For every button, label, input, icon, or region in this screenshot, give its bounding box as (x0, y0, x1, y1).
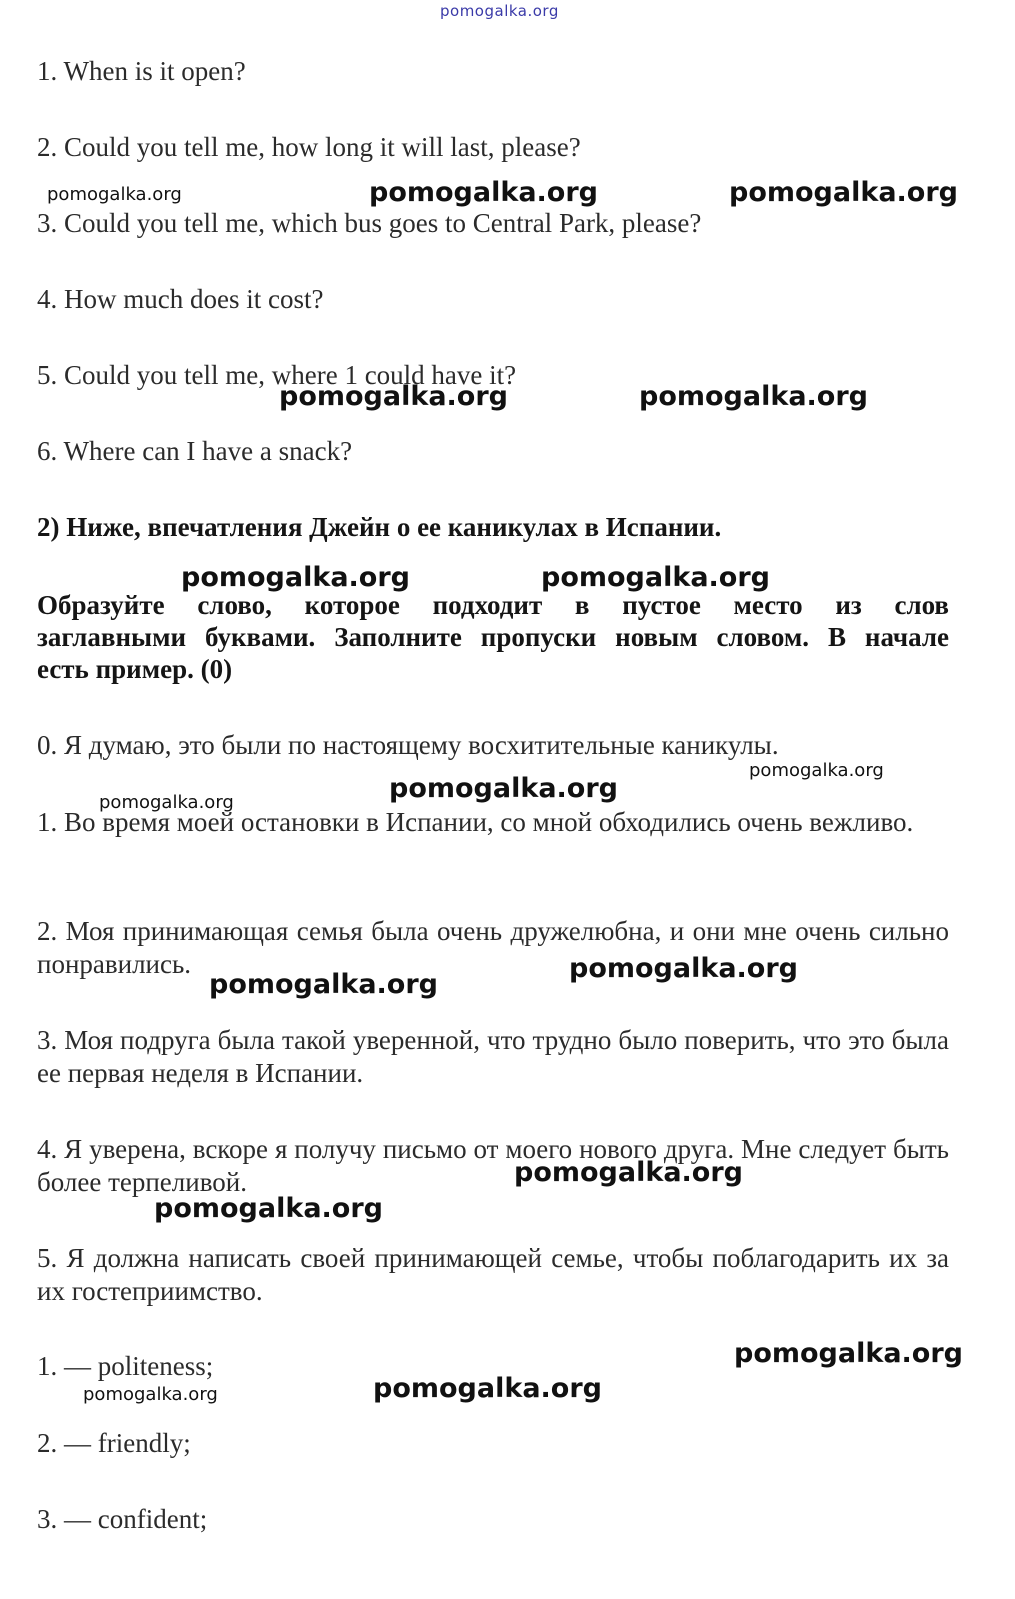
watermark: pomogalka.org (639, 381, 868, 412)
watermark: pomogalka.org (514, 1157, 743, 1188)
watermark: pomogalka.org (279, 381, 508, 412)
watermark: pomogalka.org (209, 969, 438, 1000)
sentence-4: 4. Я уверена, вскоре я получу письмо от моего нового друга. Мне следует быть более терпеливой. (37, 1134, 949, 1197)
watermark: pomogalka.org (99, 792, 234, 813)
watermark: pomogalka.org (729, 177, 958, 208)
question-2: 2. Could you tell me, how long it will last, please? (37, 132, 581, 162)
answer-3: 3. — confident; (37, 1504, 208, 1534)
task2-instruction-line-3: есть пример. (0) (37, 654, 233, 684)
header-watermark: pomogalka.org (440, 2, 559, 20)
task2-instruction-line-1: Образуйте слово, которое подходит в пустое место из слов (37, 590, 949, 620)
watermark: pomogalka.org (569, 953, 798, 984)
sentence-3: 3. Моя подруга была такой уверенной, что трудно было поверить, что это была ее первая неделя в Испании. (37, 1025, 949, 1088)
watermark: pomogalka.org (369, 177, 598, 208)
question-6: 6. Where can I have a snack? (37, 436, 353, 466)
watermark: pomogalka.org (389, 773, 618, 804)
watermark: pomogalka.org (749, 760, 884, 781)
question-4: 4. How much does it cost? (37, 284, 324, 314)
watermark: pomogalka.org (541, 562, 770, 593)
question-5: 5. Could you tell me, where 1 could have it? (37, 360, 517, 390)
answer-1: 1. — politeness; (37, 1351, 214, 1381)
watermark: pomogalka.org (373, 1373, 602, 1404)
watermark: pomogalka.org (83, 1384, 218, 1405)
watermark: pomogalka.org (734, 1338, 963, 1369)
sentence-0: 0. Я думаю, это были по настоящему восхитительные каникулы. (37, 730, 779, 760)
watermark: pomogalka.org (47, 184, 182, 205)
watermark: pomogalka.org (181, 562, 410, 593)
question-3: 3. Could you tell me, which bus goes to Central Park, please? (37, 208, 702, 238)
sentence-5: 5. Я должна написать своей принимающей семье, чтобы поблагодарить их за их гостеприимство. (37, 1243, 949, 1306)
question-1: 1. When is it open? (37, 56, 246, 86)
answer-2: 2. — friendly; (37, 1428, 191, 1458)
watermark: pomogalka.org (154, 1193, 383, 1224)
task2-instruction-line-2: заглавными буквами. Заполните пропуски новым словом. В начале (37, 622, 949, 652)
sentence-2: 2. Моя принимающая семья была очень дружелюбна, и они мне очень сильно понравились. (37, 916, 949, 979)
task2-heading: 2) Ниже, впечатления Джейн о ее каникулах в Испании. (37, 512, 722, 542)
sentence-1: 1. Во время моей остановки в Испании, со мной обходились очень вежливо. (37, 807, 914, 837)
